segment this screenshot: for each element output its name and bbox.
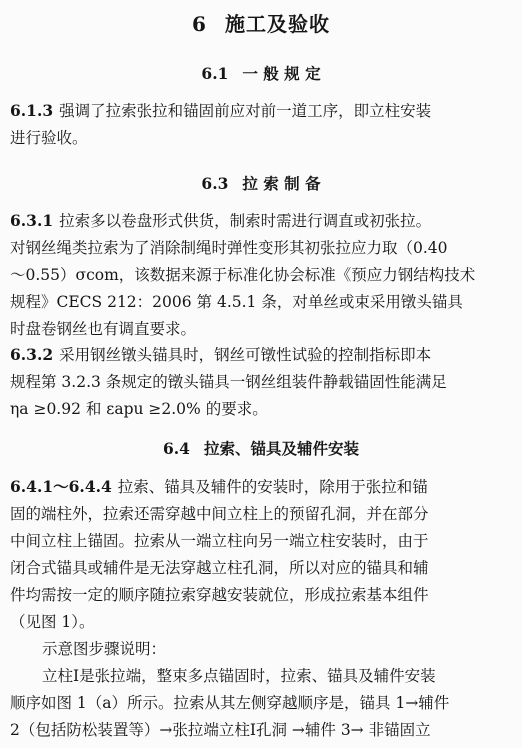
paragraph-line bbox=[10, 477, 428, 497]
section-heading-6-4 bbox=[0, 437, 522, 459]
section-heading-6-3 bbox=[0, 172, 522, 194]
line-text: 拉索、锚具及辅件的安装时，除用于张拉和锚 bbox=[117, 478, 428, 496]
chapter-number: 6 bbox=[192, 12, 207, 36]
paragraph-line: （见图 1）。 bbox=[10, 613, 95, 631]
paragraph-line: 固的端柱外，拉索还需穿越中间立柱上的预留孔洞，并在部分 bbox=[10, 505, 429, 523]
clause-number: 6.1.3 bbox=[10, 101, 54, 120]
paragraph-line: 2（包括防松装置等）→张拉端立柱Ⅰ孔洞 →辅件 3→ 非锚固立 bbox=[10, 721, 431, 739]
line-text: 强调了拉索张拉和锚固前应对前一道工序，即立柱安装 bbox=[59, 102, 432, 120]
paragraph-line: 进行验收。 bbox=[10, 129, 88, 147]
clause-number: 6.3.1 bbox=[10, 211, 54, 230]
paragraph-line: 闭合式锚具或辅件是无法穿越立柱孔洞，所以对应的锚具和辅 bbox=[10, 559, 429, 577]
clause-number: 6.4.1～6.4.4 bbox=[10, 477, 112, 496]
paragraph-line: 规程》CECS 212：2006 第 4.5.1 条，对单丝或束采用镦头锚具 bbox=[10, 293, 463, 311]
section-number: 6.1 bbox=[201, 64, 229, 83]
paragraph-line: ～0.55）σcom，该数据来源于标准化协会标准《预应力钢结构技术 bbox=[10, 266, 476, 284]
section-title: 拉 索 制 备 bbox=[242, 174, 321, 193]
paragraph-line: 时盘卷钢丝也有调直要求。 bbox=[10, 320, 197, 338]
paragraph-line: ηa ≥0.92 和 εapu ≥2.0% 的要求。 bbox=[10, 400, 268, 418]
paragraph-line bbox=[10, 101, 431, 121]
section-number: 6.4 bbox=[163, 439, 190, 458]
chapter-title bbox=[0, 8, 522, 37]
section-number: 6.3 bbox=[201, 174, 229, 193]
paragraph-line: 对钢丝绳类拉索为了消除制绳时弹性变形其初张拉应力取（0.40 bbox=[10, 239, 448, 257]
line-text: 拉索多以卷盘形式供货，制索时需进行调直或初张拉。 bbox=[59, 212, 432, 230]
section-title: 一 般 规 定 bbox=[242, 64, 321, 83]
paragraph-line bbox=[10, 211, 431, 231]
section-heading-6-1 bbox=[0, 62, 522, 84]
steps-heading: 示意图步骤说明： bbox=[42, 640, 167, 658]
line-text: 采用钢丝镦头锚具时，钢丝可镦性试验的控制指标即本 bbox=[59, 346, 432, 364]
paragraph-line: 中间立柱上锚固。拉索从一端立柱向另一端立柱安装时，由于 bbox=[10, 532, 429, 550]
section-title: 拉索、锚具及辅件安装 bbox=[203, 439, 359, 458]
paragraph-line: 规程第 3.2.3 条规定的镦头锚具一钢丝组装件静载锚固性能满足 bbox=[10, 373, 447, 391]
paragraph-line: 立柱Ⅰ是张拉端，整束多点锚固时，拉索、锚具及辅件安装 bbox=[42, 667, 436, 685]
paragraph-line: 件均需按一定的顺序随拉索穿越安装就位，形成拉索基本组件 bbox=[10, 586, 429, 604]
paragraph-line: 顺序如图 1（a）所示。拉索从其左侧穿越顺序是，锚具 1→辅件 bbox=[10, 694, 450, 712]
chapter-heading: 施工及验收 bbox=[224, 12, 330, 36]
paragraph-line bbox=[10, 345, 431, 365]
clause-number: 6.3.2 bbox=[10, 345, 54, 364]
